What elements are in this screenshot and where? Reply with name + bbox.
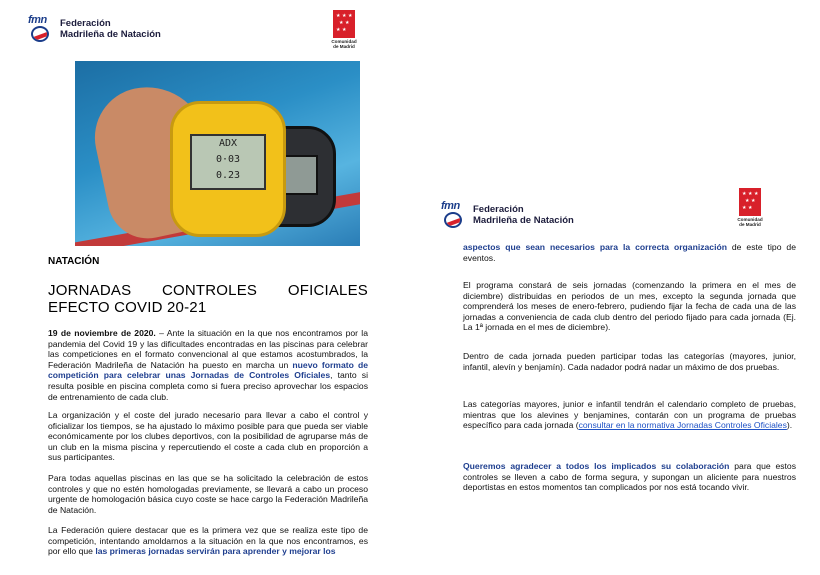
article-date: 19 de noviembre de 2020. [48,328,156,338]
comunidad-text-line1: Comunidad [331,39,357,44]
paragraph-categories: Dentro de cada jornada pueden participar todas las categorías (mayores, junior, infantil, alevín y benjamín). Cada nadador podrá nadar un máximo de dos pruebas. [463,351,796,372]
aspects-highlight: aspectos que sean necesarios para la correcta organización [463,242,727,252]
comunidad-madrid-logo [736,188,764,227]
first-time-text: La Federación quiere destacar que es la primera vez que se realiza este tipo de competición, intentando amoldarnos a la situación en la que nos encontramos, es por ello que [48,525,368,557]
federation-name-line1: Federación [473,204,524,215]
paragraph-thanks [463,461,796,493]
madrid-flag-icon: ★ ★ ★ ★ ★ ★ ★ [739,188,761,216]
thanks-text: para que estos controles se lleven a cabo de forma segura, y supongan un aliciente para nuestros deportistas en estos momentos tan complicados por nos está tocando vivir. [463,461,796,493]
comunidad-text-line2: de Madrid [739,222,761,227]
calendar-text: Las categorías mayores, junior e infantil tendrán el calendario completo de pruebas, mientras que los alevines y benjamines, contarán con un programa de pruebas específico para cada jornada ( [463,399,796,431]
calendar-end: ). [786,420,793,431]
intro-highlight: nuevo formato de competición para celebrar unas Jornadas de Controles Oficiales [48,359,368,381]
federation-name [60,18,161,40]
fmn-logo [28,14,161,44]
normativa-link[interactable]: consultar en la normativa Jornadas Controles Oficiales [578,420,787,431]
article-title [48,282,368,316]
fmn-logo [441,200,574,230]
paragraph-program: El programa constará de seis jornadas (comenzando la primera en el mes de diciembre) distribuidas en periodos de un mes, excepto la segunda jornada que comprenderá los meses de enero-febrero, pudiendo fijar la fecha de cada una de las jornadas a conveniencia de cada club dentro del periodo fijado para cada jornada (Ej. La 1ª jornada en el mes de diciembre). [463,280,796,333]
paragraph-calendar [463,399,796,431]
title-word-1: JORNADAS [48,282,132,299]
title-word-2: CONTROLES [161,282,258,299]
federation-name [473,204,574,226]
paragraph-intro [48,328,368,402]
title-line-2: EFECTO COVID 20-21 [48,299,207,316]
intro-text-b: , tanto si resulta posible en piscina completa como si fuera preciso aprovechar los espacios de entrenamiento de cada club. [48,370,369,402]
display-line-3: 0.23 [215,170,241,181]
paragraph-homologation: Para todas aquellas piscinas en las que se ha solicitado la celebración de estos controles y que no estén homologadas previamente, se llevará a cabo un proceso urgente de homologación básica cuyo coste se hace cargo la Federación Madrileña de Natación. [48,473,368,515]
federation-name-line1: Federación [60,18,111,29]
document-page-2 [425,186,808,571]
madrid-flag-icon: ★ ★ ★ ★ ★ ★ ★ [333,10,355,38]
first-time-highlight: las primeras jornadas servirán para aprender y mejorar los [95,546,336,557]
paragraph-organization: La organización y el coste del jurado necesario para llevar a cabo el control y oficializar los tiempos, se ha ajustado lo máximo posible para que pueda ser viable económicamente por los clubes deportivos, con la posibilidad de agruparse más de un club en la misma piscina y repercutiendo el coste a cada club en proporción a sus participantes. [48,410,368,463]
yellow-stopwatch [170,101,286,237]
intro-text-a: – Ante la situación en la que nos encontramos por la pandemia del Covid 19 y las dificultades encontradas en las piscinas para celebrar las competiciones en el formato convencional al que estamos acostumbrados, la Federación Madrileña de Natación ha puesto en marcha un [48,328,368,370]
section-heading: NATACIÓN [48,256,100,267]
comunidad-text-line2: de Madrid [333,44,355,49]
federation-name-line2: Madrileña de Natación [473,215,574,226]
aspects-text: de este tipo de eventos. [463,242,796,263]
thanks-highlight: Queremos agradecer a todos los implicados su colaboración [463,461,730,471]
fmn-logo-text: fmn [28,14,47,26]
fmn-emblem-icon [28,14,54,44]
fmn-emblem-icon [441,200,467,230]
federation-name-line2: Madrileña de Natación [60,29,161,40]
paragraph-aspects [463,242,796,263]
display-line-1: ADX [218,138,238,149]
comunidad-text-line1: Comunidad [737,217,763,222]
paragraph-first-time [48,525,368,557]
display-line-2: 0·03 [215,154,241,165]
fmn-logo-text: fmn [441,200,460,212]
stopwatch-photo [75,61,360,246]
title-word-3: OFICIALES [287,282,368,299]
stopwatch-display [190,134,266,190]
comunidad-madrid-logo [330,10,358,49]
document-page-1 [12,6,392,569]
